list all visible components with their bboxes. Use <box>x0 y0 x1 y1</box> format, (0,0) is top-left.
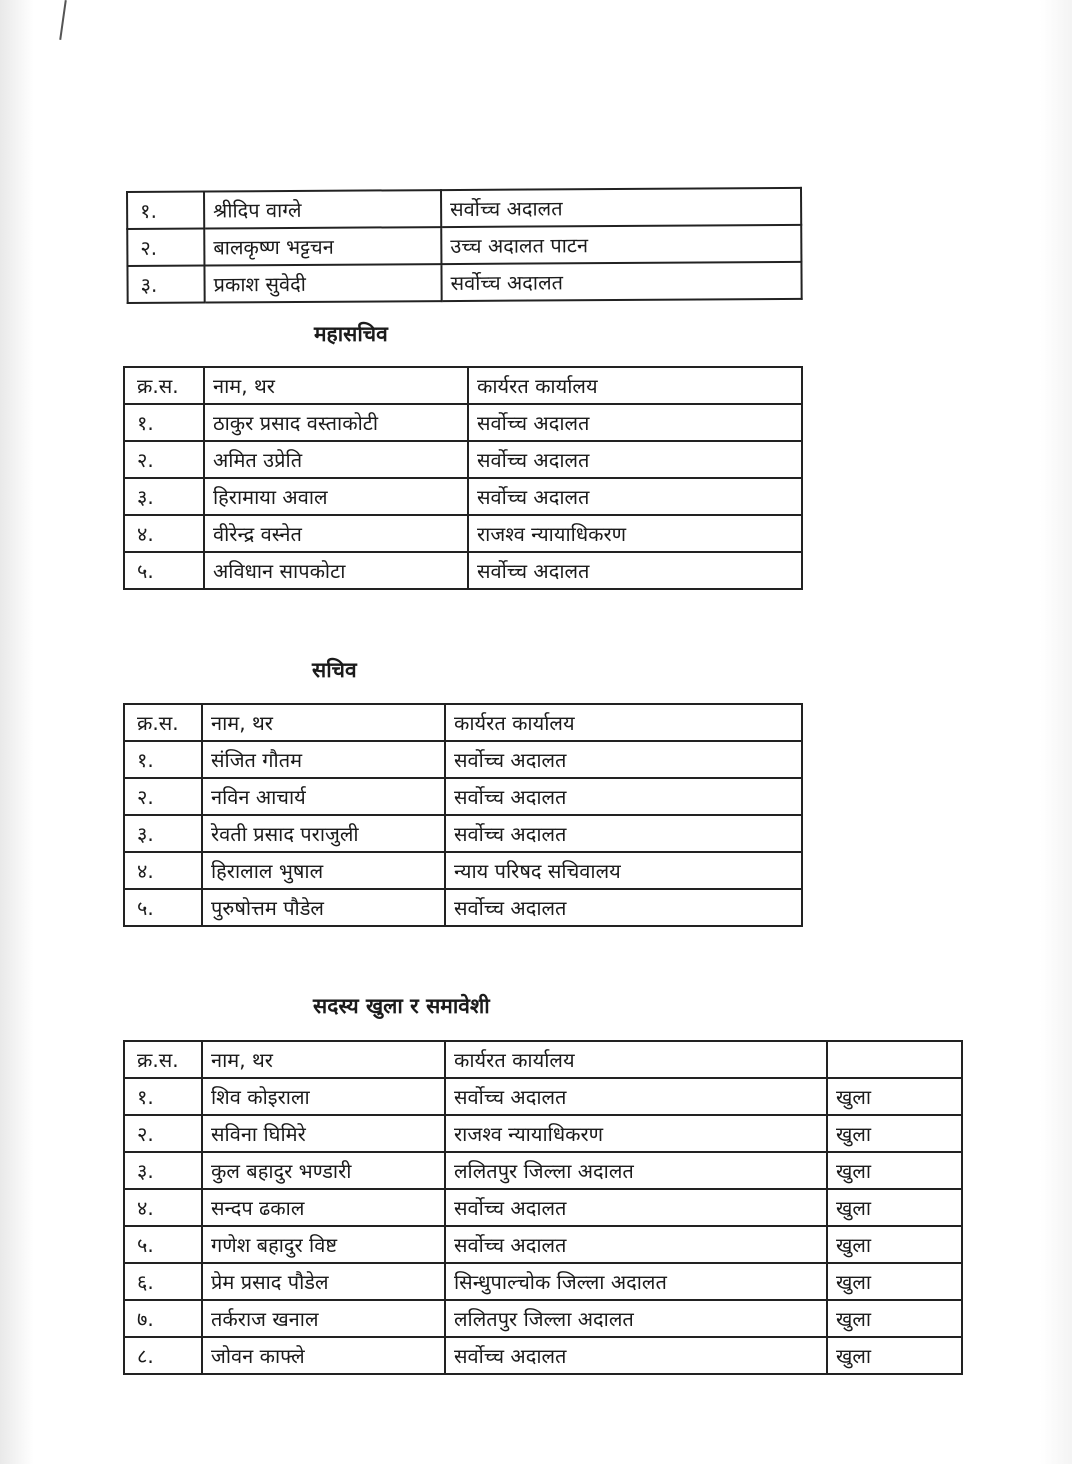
table-header-row <box>124 1041 962 1078</box>
table-row <box>124 852 802 889</box>
row-name: सन्दप ढकाल <box>202 1189 445 1226</box>
row-office: सर्वोच्च अदालत <box>445 1337 827 1374</box>
row-serial: ६. <box>124 1263 202 1300</box>
row-office: सर्वोच्च अदालत <box>468 478 802 515</box>
row-office: राजश्व न्यायाधिकरण <box>468 515 802 552</box>
row-name: हिरामाया अवाल <box>204 478 468 515</box>
section-title-mahasachiv: महासचिव <box>314 322 388 346</box>
row-serial: २. <box>127 229 204 266</box>
row-category: खुला <box>827 1115 962 1152</box>
row-serial: २. <box>124 441 204 478</box>
row-serial: २. <box>124 778 202 815</box>
table-row <box>124 1189 962 1226</box>
header-name: नाम, थर <box>204 367 468 404</box>
row-name: तर्कराज खनाल <box>202 1300 445 1337</box>
table-row <box>124 515 802 552</box>
row-category: खुला <box>827 1263 962 1300</box>
table-row <box>124 441 802 478</box>
header-office: कार्यरत कार्यालय <box>445 1041 827 1078</box>
header-serial: क्र.स. <box>124 1041 202 1078</box>
row-office: सर्वोच्च अदालत <box>445 778 802 815</box>
row-office: ललितपुर जिल्ला अदालत <box>445 1300 827 1337</box>
row-serial: १. <box>124 1078 202 1115</box>
header-office: कार्यरत कार्यालय <box>468 367 802 404</box>
row-name: प्रेम प्रसाद पौडेल <box>202 1263 445 1300</box>
table-row <box>124 1300 962 1337</box>
row-office: सर्वोच्च अदालत <box>445 815 802 852</box>
table-row <box>124 815 802 852</box>
row-category: खुला <box>827 1300 962 1337</box>
table-header-row <box>124 704 802 741</box>
header-category <box>827 1041 962 1078</box>
row-category: खुला <box>827 1152 962 1189</box>
row-serial: १. <box>127 192 204 229</box>
row-office: उच्च अदालत पाटन <box>441 225 801 264</box>
row-serial: ३. <box>127 266 204 303</box>
row-serial: ४. <box>124 1189 202 1226</box>
row-office: राजश्व न्यायाधिकरण <box>445 1115 827 1152</box>
row-category: खुला <box>827 1226 962 1263</box>
row-name: शिव कोइराला <box>202 1078 445 1115</box>
table-row <box>124 1226 962 1263</box>
row-office: ललितपुर जिल्ला अदालत <box>445 1152 827 1189</box>
table-row <box>127 188 801 229</box>
table-row <box>124 778 802 815</box>
row-office: सर्वोच्च अदालत <box>468 441 802 478</box>
section-title-sadasya: सदस्य खुला र समावेशी <box>313 994 490 1018</box>
table-header-row <box>124 367 802 404</box>
row-name: जोवन काफ्ले <box>202 1337 445 1374</box>
table-row <box>124 1152 962 1189</box>
mahasachiv-table <box>123 366 803 590</box>
row-serial: ७. <box>124 1300 202 1337</box>
row-name: कुल बहादुर भण्डारी <box>202 1152 445 1189</box>
table-row <box>124 404 802 441</box>
table-row <box>124 741 802 778</box>
header-name: नाम, थर <box>202 704 445 741</box>
row-name: ठाकुर प्रसाद वस्ताकोटी <box>204 404 468 441</box>
table-row <box>124 552 802 589</box>
table-row <box>124 1263 962 1300</box>
header-name: नाम, थर <box>202 1041 445 1078</box>
row-office: न्याय परिषद सचिवालय <box>445 852 802 889</box>
row-office: सर्वोच्च अदालत <box>468 552 802 589</box>
row-category: खुला <box>827 1189 962 1226</box>
row-serial: १. <box>124 741 202 778</box>
row-serial: ३. <box>124 815 202 852</box>
row-serial: ४. <box>124 515 204 552</box>
row-name: सविना घिमिरे <box>202 1115 445 1152</box>
row-office: सर्वोच्च अदालत <box>445 741 802 778</box>
row-name: गणेश बहादुर विष्ट <box>202 1226 445 1263</box>
row-name: संजित गौतम <box>202 741 445 778</box>
row-serial: ५. <box>124 552 204 589</box>
row-serial: ५. <box>124 889 202 926</box>
row-name: श्रीदिप वाग्ले <box>204 190 441 228</box>
table-row <box>124 1115 962 1152</box>
row-office: सर्वोच्च अदालत <box>441 188 801 227</box>
sadasya-table <box>123 1040 963 1375</box>
table-row <box>127 262 801 303</box>
row-name: बालकृष्ण भट्टचन <box>204 227 441 265</box>
row-office: सर्वोच्च अदालत <box>445 889 802 926</box>
row-name: अमित उप्रेति <box>204 441 468 478</box>
row-serial: ५. <box>124 1226 202 1263</box>
row-category: खुला <box>827 1078 962 1115</box>
table-row <box>124 1337 962 1374</box>
table-row <box>127 225 801 266</box>
row-serial: १. <box>124 404 204 441</box>
row-office: सर्वोच्च अदालत <box>441 262 801 301</box>
table-row <box>124 1078 962 1115</box>
row-name: रेवती प्रसाद पराजुली <box>202 815 445 852</box>
row-office: सिन्धुपाल्चोक जिल्ला अदालत <box>445 1263 827 1300</box>
row-name: प्रकाश सुवेदी <box>204 264 441 302</box>
row-category: खुला <box>827 1337 962 1374</box>
row-name: अविधान सापकोटा <box>204 552 468 589</box>
header-serial: क्र.स. <box>124 704 202 741</box>
row-name: पुरुषोत्तम पौडेल <box>202 889 445 926</box>
row-name: वीरेन्द्र वस्नेत <box>204 515 468 552</box>
row-office: सर्वोच्च अदालत <box>468 404 802 441</box>
header-serial: क्र.स. <box>124 367 204 404</box>
section-title-sachiv: सचिव <box>312 658 357 682</box>
sachiv-table <box>123 703 803 927</box>
table-row <box>124 478 802 515</box>
row-serial: २. <box>124 1115 202 1152</box>
continuation-table <box>126 187 803 304</box>
row-office: सर्वोच्च अदालत <box>445 1226 827 1263</box>
header-office: कार्यरत कार्यालय <box>445 704 802 741</box>
row-name: नविन आचार्य <box>202 778 445 815</box>
row-office: सर्वोच्च अदालत <box>445 1189 827 1226</box>
row-serial: ८. <box>124 1337 202 1374</box>
row-name: हिरालाल भुषाल <box>202 852 445 889</box>
table-row <box>124 889 802 926</box>
row-serial: ३. <box>124 1152 202 1189</box>
row-serial: ३. <box>124 478 204 515</box>
row-office: सर्वोच्च अदालत <box>445 1078 827 1115</box>
row-serial: ४. <box>124 852 202 889</box>
